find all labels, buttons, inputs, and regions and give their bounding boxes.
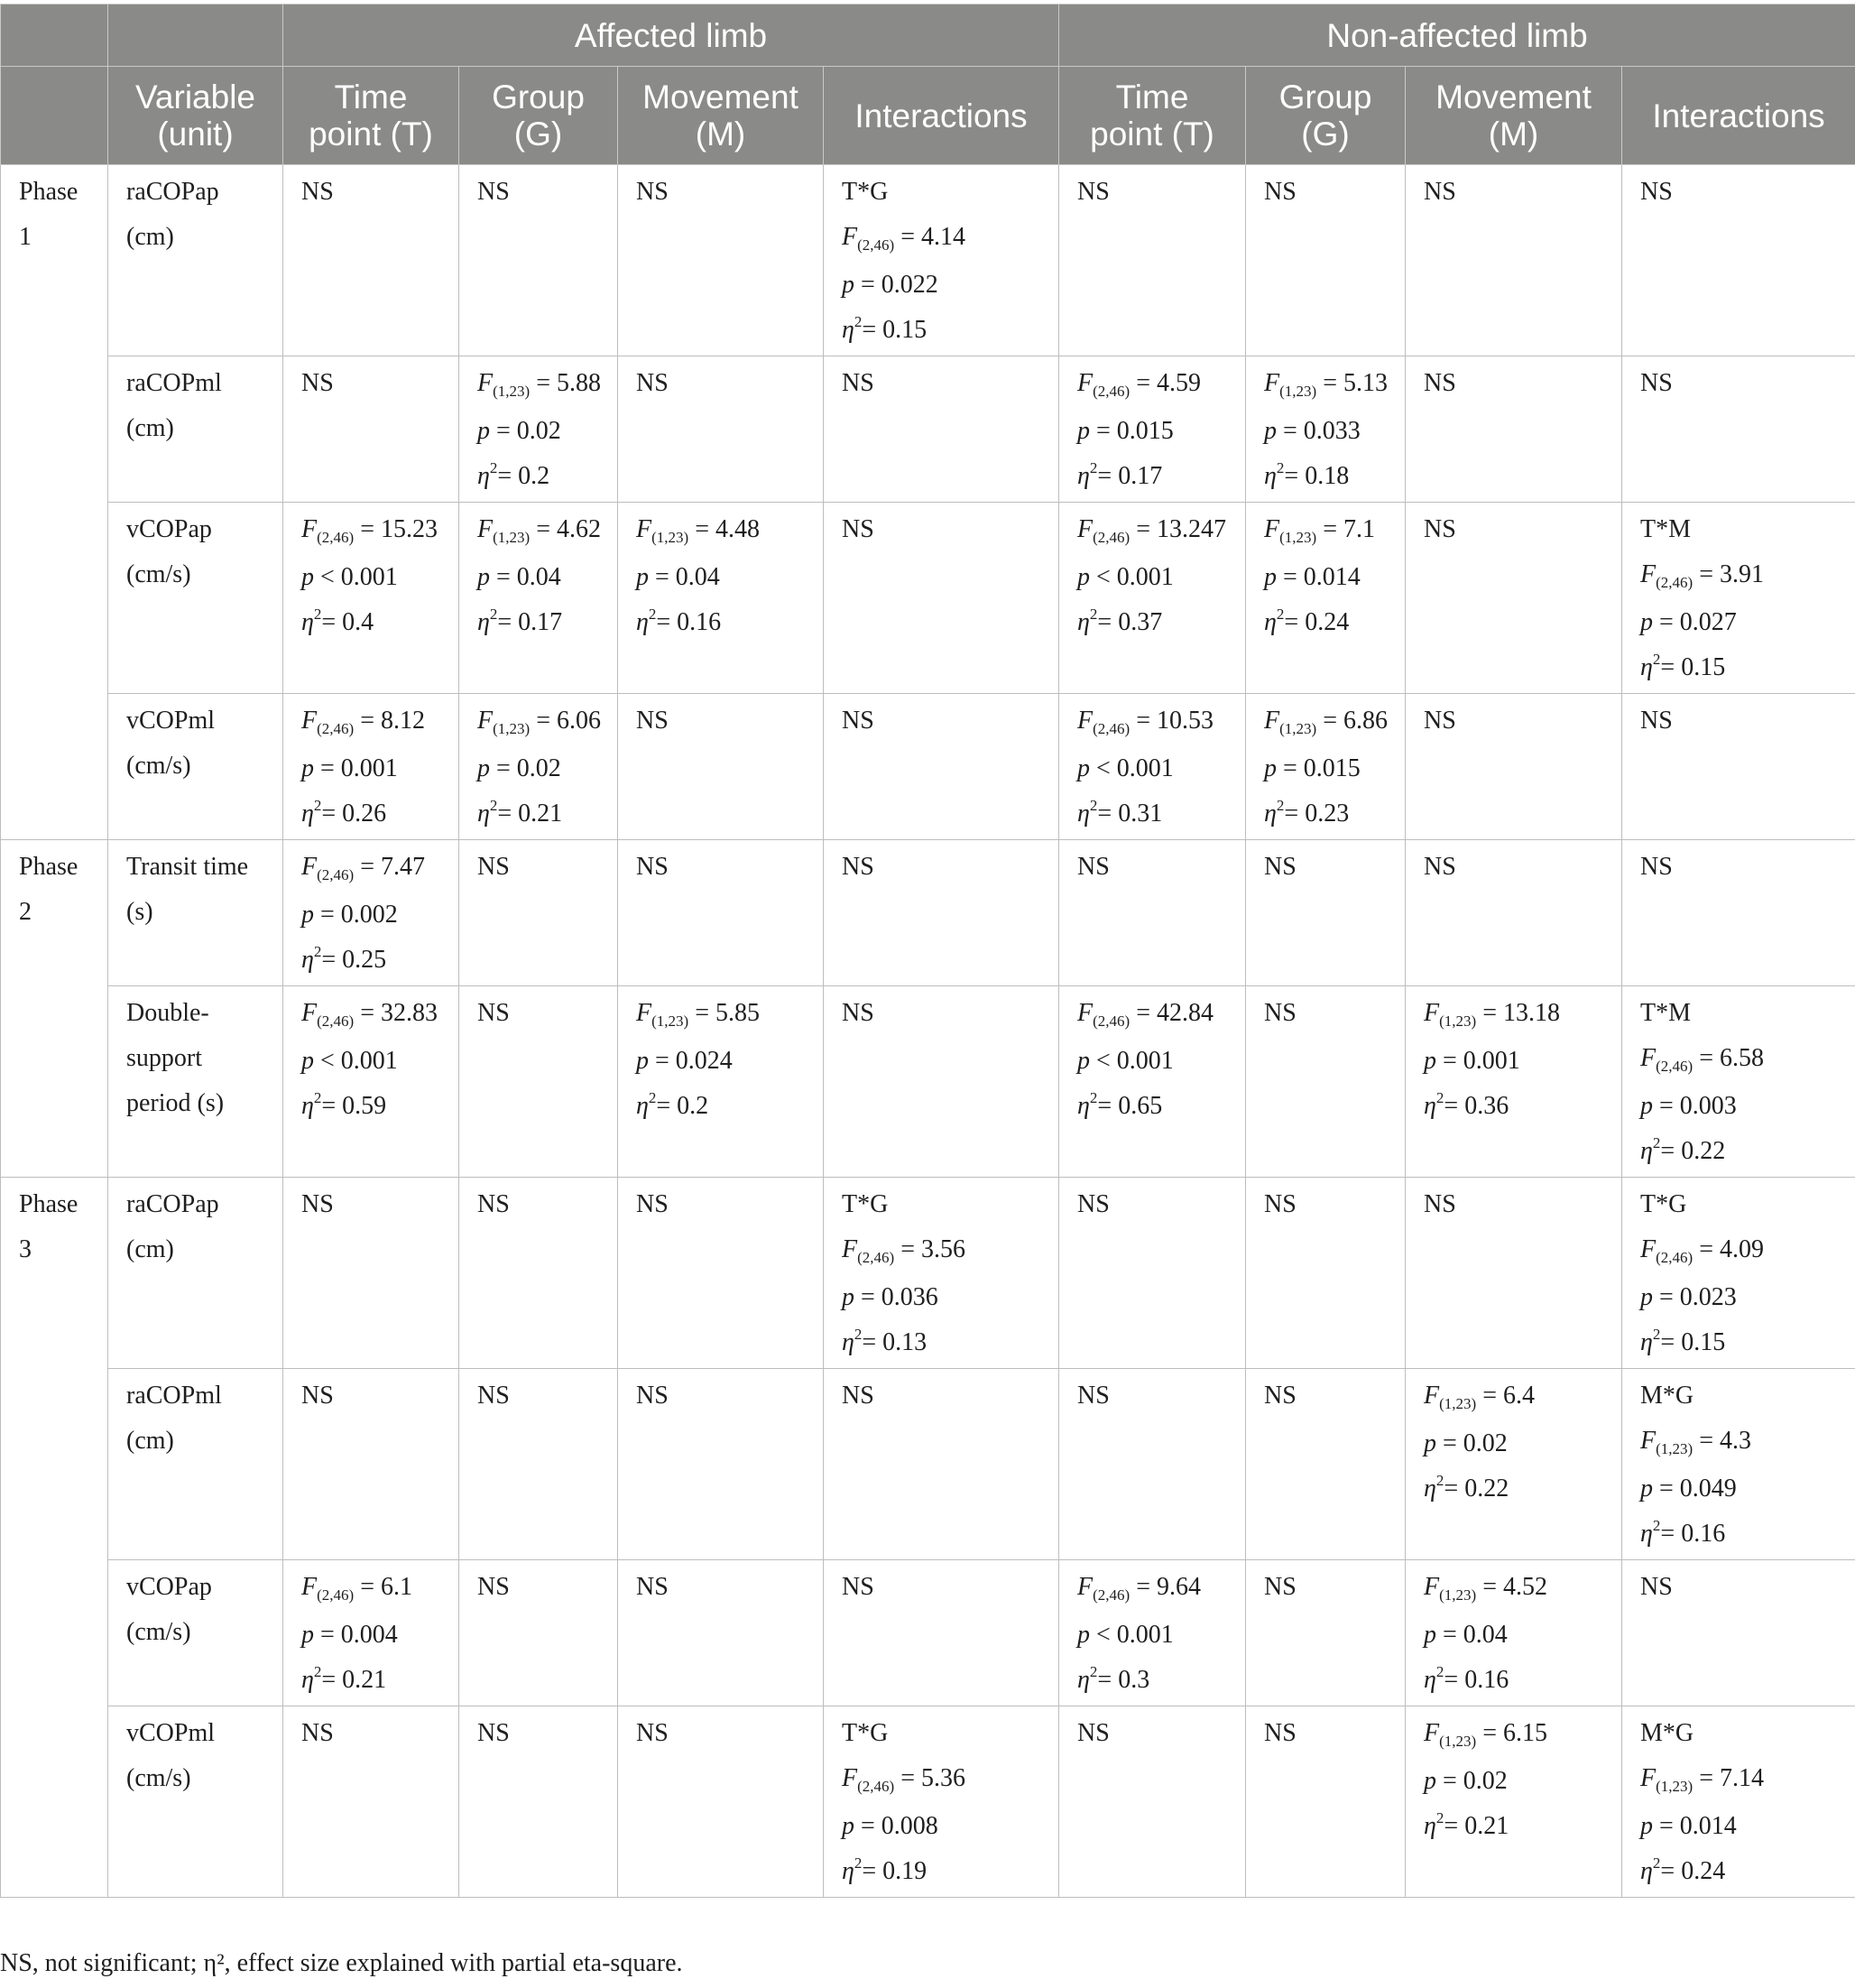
not-significant-label: NS [636,1719,669,1747]
variable-label-line: vCOPml [126,707,216,735]
p-value-line: p = 0.003 [1640,1092,1737,1120]
variable-cell [108,503,283,694]
f-statistic-line: $F_{(2,46)} = 5.36$ [842,1764,965,1795]
not-significant-label: NS [477,1573,510,1601]
not-significant-label: NS [1077,853,1110,881]
eta-squared-line: $\eta^2= 0.22$ [1640,1134,1726,1165]
p-value-line: p = 0.022 [842,271,938,299]
variable-label-line: raCOPml [126,369,222,397]
stat-cell [618,356,824,503]
p-value-line: p = 0.02 [477,417,561,445]
not-significant-label: NS [477,178,510,206]
variable-label-line: support [126,1044,202,1072]
f-statistic-line: $F_{(1,23)} = 6.86$ [1264,707,1388,737]
stat-cell [1622,165,1855,356]
interaction-term-label: T*G [842,1719,889,1747]
stat-cell [1406,1560,1622,1706]
stat-cell [824,840,1059,986]
p-value-line: p < 0.001 [1077,563,1174,591]
stat-cell [283,1369,459,1560]
stat-cell [1059,694,1246,840]
stat-cell [618,1178,824,1369]
not-significant-label: NS [842,999,874,1027]
f-statistic-line: $F_{(1,23)} = 5.88$ [477,369,601,400]
stat-cell [1622,1369,1855,1560]
interaction-term-label: Phase [19,1190,78,1218]
eta-squared-line: $\eta^2= 0.16$ [636,606,722,636]
variable-label-line: Transit time [126,853,249,881]
stat-cell [1246,986,1406,1178]
variable-label-line: (cm) [126,1235,174,1263]
eta-squared-line: $\eta^2= 0.26$ [301,797,387,828]
f-statistic-line: $F_{(2,46)} = 7.47$ [301,853,425,883]
variable-label-line: (cm) [126,223,174,251]
eta-squared-line: $\eta^2= 0.15$ [842,313,928,344]
variable-label-line: (cm/s) [126,1618,191,1646]
stat-cell [824,1178,1059,1369]
not-significant-label: NS [1077,1719,1110,1747]
not-significant-label: NS [477,1382,510,1410]
eta-squared-line: $\eta^2= 0.15$ [1640,1326,1726,1356]
not-significant-label: NS [1264,1573,1297,1601]
variable-label-line: raCOPap [126,1190,219,1218]
interaction-term-label: M*G [1640,1382,1694,1410]
variable-label-line: (cm/s) [126,752,191,780]
f-statistic-line: $F_{(1,23)} = 4.52$ [1424,1573,1547,1604]
statistics-table [0,4,1855,1898]
f-statistic-line: $F_{(1,23)} = 5.13$ [1264,369,1388,400]
stat-cell [618,1706,824,1898]
header-column-row [1,67,1855,165]
p-value-line: p = 0.02 [1424,1767,1508,1795]
eta-squared-line: $\eta^2= 0.37$ [1077,606,1163,636]
variable-label-line: (cm) [126,414,174,442]
stat-cell [283,986,459,1178]
stat-cell [283,165,459,356]
f-statistic-line: $F_{(2,46)} = 4.09$ [1640,1235,1764,1266]
variable-cell [108,356,283,503]
f-statistic-line: $F_{(1,23)} = 6.15$ [1424,1719,1547,1750]
eta-squared-line: $\eta^2= 0.13$ [842,1326,928,1356]
stat-cell [1622,840,1855,986]
variable-label-line: vCOPap [126,1573,212,1601]
table-row [1,1706,1855,1898]
not-significant-label: NS [842,515,874,543]
eta-squared-line: $\eta^2= 0.17$ [1077,459,1163,490]
p-value-line: p = 0.049 [1640,1475,1737,1503]
p-value-line: p = 0.001 [1424,1047,1520,1075]
stat-cell [1622,986,1855,1178]
stat-cell [1246,1560,1406,1706]
stat-cell [824,1706,1059,1898]
stat-cell [824,694,1059,840]
not-significant-label: NS [1640,707,1673,735]
variable-cell [108,165,283,356]
stat-cell [1406,986,1622,1178]
stat-cell [824,986,1059,1178]
stat-cell [824,165,1059,356]
stat-cell [1622,1560,1855,1706]
p-value-line: p = 0.04 [1424,1621,1508,1649]
interaction-term-label: T*G [1640,1190,1687,1218]
interaction-term-label: 2 [19,898,32,926]
p-value-line: p = 0.02 [1424,1429,1508,1457]
stat-cell [459,840,618,986]
not-significant-label: NS [1077,1190,1110,1218]
table-row [1,1369,1855,1560]
f-statistic-line: $F_{(1,23)} = 4.3$ [1640,1427,1751,1457]
p-value-line: p < 0.001 [1077,1047,1174,1075]
stat-cell [1406,165,1622,356]
f-statistic-line: $F_{(2,46)} = 32.83$ [301,999,438,1030]
not-significant-label: NS [636,178,669,206]
eta-squared-line: $\eta^2= 0.21$ [301,1663,387,1694]
f-statistic-line: $F_{(1,23)} = 7.1$ [1264,515,1375,546]
variable-label-line: (cm/s) [126,560,191,588]
p-value-line: p < 0.001 [301,563,398,591]
f-statistic-line: $F_{(1,23)} = 5.85$ [636,999,760,1030]
f-statistic-line: $F_{(1,23)} = 13.18$ [1424,999,1560,1030]
not-significant-label: NS [1264,178,1297,206]
not-significant-label: NS [301,178,334,206]
table-row [1,986,1855,1178]
not-significant-label: NS [842,707,874,735]
eta-squared-line: $\eta^2= 0.16$ [1640,1517,1726,1548]
f-statistic-line: $F_{(2,46)} = 10.53$ [1077,707,1214,737]
variable-cell [108,1369,283,1560]
stat-cell [283,1178,459,1369]
table-row [1,503,1855,694]
eta-squared-line: $\eta^2= 0.19$ [842,1854,928,1885]
stat-cell [459,356,618,503]
stat-cell [283,356,459,503]
stat-cell [1406,1369,1622,1560]
header-phase-blank [1,5,108,67]
not-significant-label: NS [1640,369,1673,397]
f-statistic-line: $F_{(2,46)} = 8.12$ [301,707,425,737]
header-affected-group: Group (G) [459,67,618,165]
not-significant-label: NS [1077,178,1110,206]
eta-squared-line: $\eta^2= 0.22$ [1424,1472,1509,1503]
f-statistic-line: $F_{(2,46)} = 6.1$ [301,1573,412,1604]
not-significant-label: NS [842,1573,874,1601]
eta-squared-line: $\eta^2= 0.15$ [1640,651,1726,681]
variable-label-line: raCOPap [126,178,219,206]
table-footnote: NS, not significant; η², effect size explained with partial eta-square. [0,1949,683,1977]
not-significant-label: NS [1264,1190,1297,1218]
stat-cell [1246,840,1406,986]
stat-cell [283,1560,459,1706]
stat-cell [618,986,824,1178]
not-significant-label: NS [301,1719,334,1747]
stat-cell [824,1369,1059,1560]
header-variable-unit: Variable (unit) [108,67,283,165]
not-significant-label: NS [1264,1719,1297,1747]
not-significant-label: NS [1424,369,1456,397]
stat-cell [618,503,824,694]
not-significant-label: NS [301,1382,334,1410]
stat-cell [1059,356,1246,503]
not-significant-label: NS [1077,1382,1110,1410]
interaction-term-label: Phase [19,853,78,881]
eta-squared-line: $\eta^2= 0.21$ [1424,1809,1509,1840]
p-value-line: p = 0.004 [301,1621,398,1649]
not-significant-label: NS [1640,853,1673,881]
eta-squared-line: $\eta^2= 0.2$ [477,459,550,490]
stat-cell [459,694,618,840]
not-significant-label: NS [1640,1573,1673,1601]
f-statistic-line: $F_{(1,23)} = 6.06$ [477,707,601,737]
f-statistic-line: $F_{(2,46)} = 42.84$ [1077,999,1214,1030]
stat-cell [283,840,459,986]
not-significant-label: NS [1424,1190,1456,1218]
f-statistic-line: $F_{(2,46)} = 4.14$ [842,223,965,254]
stat-cell [459,1369,618,1560]
not-significant-label: NS [1424,707,1456,735]
stat-cell [618,1560,824,1706]
phase-label-cell [1,1178,108,1898]
not-significant-label: NS [636,1382,669,1410]
f-statistic-line: $F_{(2,46)} = 3.91$ [1640,560,1764,591]
stat-cell [1406,503,1622,694]
header-phase-column [1,67,108,165]
stat-cell [283,1706,459,1898]
interaction-term-label: 1 [19,223,32,251]
f-statistic-line: $F_{(2,46)} = 3.56$ [842,1235,965,1266]
stat-cell [1059,1178,1246,1369]
not-significant-label: NS [301,369,334,397]
header-non-affected-limb: Non-affected limb [1059,5,1855,67]
not-significant-label: NS [636,1573,669,1601]
stat-cell [1406,1178,1622,1369]
not-significant-label: NS [1424,853,1456,881]
stat-cell [824,356,1059,503]
variable-cell [108,1560,283,1706]
p-value-line: p < 0.001 [301,1047,398,1075]
p-value-line: p = 0.001 [301,754,398,782]
eta-squared-line: $\eta^2= 0.17$ [477,606,563,636]
header-affected-limb: Affected limb [283,5,1059,67]
stat-cell [459,986,618,1178]
eta-squared-line: $\eta^2= 0.2$ [636,1089,709,1120]
stat-cell [1246,356,1406,503]
f-statistic-line: $F_{(2,46)} = 6.58$ [1640,1044,1764,1075]
p-value-line: p < 0.001 [1077,1621,1174,1649]
eta-squared-line: $\eta^2= 0.4$ [301,606,374,636]
not-significant-label: NS [301,1190,334,1218]
stat-cell [1246,1369,1406,1560]
p-value-line: p = 0.036 [842,1283,938,1311]
eta-squared-line: $\eta^2= 0.24$ [1640,1854,1726,1885]
stat-cell [459,1706,618,1898]
interaction-term-label: 3 [19,1235,32,1263]
stat-cell [1406,1706,1622,1898]
stat-cell [459,1560,618,1706]
eta-squared-line: $\eta^2= 0.21$ [477,797,563,828]
eta-squared-line: $\eta^2= 0.16$ [1424,1663,1509,1694]
p-value-line: p < 0.001 [1077,754,1174,782]
p-value-line: p = 0.015 [1264,754,1361,782]
p-value-line: p = 0.008 [842,1812,938,1840]
stat-cell [1246,694,1406,840]
interaction-term-label: M*G [1640,1719,1694,1747]
stat-cell [1059,165,1246,356]
eta-squared-line: $\eta^2= 0.25$ [301,943,387,974]
header-affected-movement: Movement (M) [618,67,824,165]
not-significant-label: NS [477,1719,510,1747]
stat-cell [1246,503,1406,694]
header-affected-interactions: Interactions [824,67,1059,165]
stat-cell [1059,503,1246,694]
not-significant-label: NS [477,999,510,1027]
stat-cell [618,165,824,356]
not-significant-label: NS [842,369,874,397]
stat-cell [824,1560,1059,1706]
f-statistic-line: $F_{(2,46)} = 13.247$ [1077,515,1226,546]
stat-cell [459,165,618,356]
not-significant-label: NS [477,1190,510,1218]
stat-cell [1622,694,1855,840]
table-body [1,165,1855,1898]
stat-cell [1622,356,1855,503]
not-significant-label: NS [1264,853,1297,881]
stat-cell [1059,1706,1246,1898]
p-value-line: p = 0.002 [301,901,398,929]
table-row [1,1178,1855,1369]
stat-cell [459,1178,618,1369]
p-value-line: p = 0.033 [1264,417,1361,445]
not-significant-label: NS [1264,1382,1297,1410]
p-value-line: p = 0.027 [1640,608,1737,636]
stat-cell [459,503,618,694]
header-nonaffected-movement: Movement (M) [1406,67,1622,165]
not-significant-label: NS [1424,178,1456,206]
stat-cell [1622,1706,1855,1898]
p-value-line: p = 0.024 [636,1047,733,1075]
f-statistic-line: $F_{(1,23)} = 7.14$ [1640,1764,1764,1795]
not-significant-label: NS [636,369,669,397]
interaction-term-label: Phase [19,178,78,206]
header-nonaffected-interactions: Interactions [1622,67,1855,165]
variable-cell [108,1178,283,1369]
f-statistic-line: $F_{(1,23)} = 4.62$ [477,515,601,546]
stat-cell [1406,694,1622,840]
not-significant-label: NS [636,1190,669,1218]
interaction-term-label: T*G [842,178,889,206]
stat-cell [618,840,824,986]
not-significant-label: NS [1424,515,1456,543]
variable-cell [108,1706,283,1898]
interaction-term-label: T*M [1640,515,1692,543]
header-group-row [1,5,1855,67]
stat-cell [1406,840,1622,986]
variable-label-line: (s) [126,898,153,926]
stat-cell [1246,165,1406,356]
p-value-line: p = 0.014 [1264,563,1361,591]
f-statistic-line: $F_{(2,46)} = 15.23$ [301,515,438,546]
stat-cell [1246,1706,1406,1898]
stat-cell [1622,503,1855,694]
not-significant-label: NS [477,853,510,881]
p-value-line: p = 0.015 [1077,417,1174,445]
table-header [1,5,1855,165]
eta-squared-line: $\eta^2= 0.18$ [1264,459,1350,490]
variable-cell [108,694,283,840]
not-significant-label: NS [1264,999,1297,1027]
interaction-term-label: T*G [842,1190,889,1218]
stat-cell [1406,356,1622,503]
stat-cell [618,694,824,840]
stat-cell [1059,986,1246,1178]
not-significant-label: NS [1640,178,1673,206]
eta-squared-line: $\eta^2= 0.36$ [1424,1089,1509,1120]
eta-squared-line: $\eta^2= 0.23$ [1264,797,1350,828]
eta-squared-line: $\eta^2= 0.65$ [1077,1089,1163,1120]
variable-label-line: vCOPml [126,1719,216,1747]
variable-cell [108,986,283,1178]
stat-cell [1059,1369,1246,1560]
not-significant-label: NS [636,707,669,735]
eta-squared-line: $\eta^2= 0.59$ [301,1089,387,1120]
stat-cell [1246,1178,1406,1369]
table-row [1,840,1855,986]
table-row [1,165,1855,356]
stat-cell [283,694,459,840]
not-significant-label: NS [842,1382,874,1410]
variable-label-line: (cm/s) [126,1764,191,1792]
not-significant-label: NS [842,853,874,881]
f-statistic-line: $F_{(1,23)} = 6.4$ [1424,1382,1535,1412]
variable-label-line: vCOPap [126,515,212,543]
table-row [1,356,1855,503]
p-value-line: p = 0.02 [477,754,561,782]
stat-cell [618,1369,824,1560]
eta-squared-line: $\eta^2= 0.3$ [1077,1663,1150,1694]
header-nonaffected-group: Group (G) [1246,67,1406,165]
p-value-line: p = 0.04 [636,563,720,591]
eta-squared-line: $\eta^2= 0.31$ [1077,797,1163,828]
not-significant-label: NS [636,853,669,881]
f-statistic-line: $F_{(2,46)} = 9.64$ [1077,1573,1201,1604]
table-row [1,1560,1855,1706]
stat-cell [1059,840,1246,986]
f-statistic-line: $F_{(1,23)} = 4.48$ [636,515,760,546]
p-value-line: p = 0.023 [1640,1283,1737,1311]
phase-label-cell [1,840,108,1178]
p-value-line: p = 0.014 [1640,1812,1737,1840]
header-affected-time-point: Time point (T) [283,67,459,165]
phase-label-cell [1,165,108,840]
variable-label-line: period (s) [126,1089,225,1117]
p-value-line: p = 0.04 [477,563,561,591]
stat-cell [1059,1560,1246,1706]
stat-cell [283,503,459,694]
f-statistic-line: $F_{(2,46)} = 4.59$ [1077,369,1201,400]
variable-label-line: raCOPml [126,1382,222,1410]
stat-cell [824,503,1059,694]
table-row [1,694,1855,840]
interaction-term-label: T*M [1640,999,1692,1027]
variable-cell [108,840,283,986]
eta-squared-line: $\eta^2= 0.24$ [1264,606,1350,636]
variable-label-line: (cm) [126,1427,174,1455]
variable-label-line: Double- [126,999,209,1027]
stat-cell [1622,1178,1855,1369]
header-nonaffected-time-point: Time point (T) [1059,67,1246,165]
